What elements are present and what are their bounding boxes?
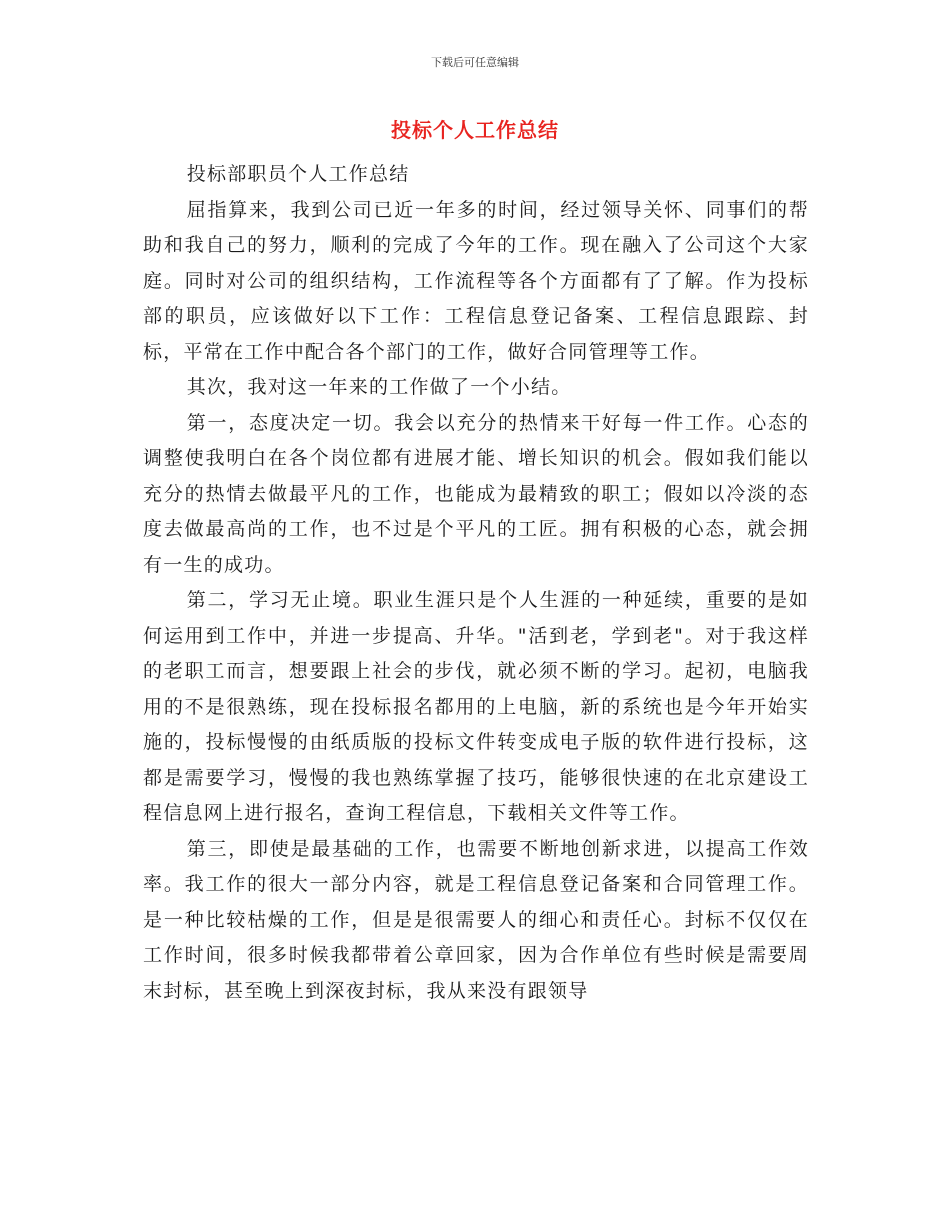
header-note: 下载后可任意编辑: [431, 56, 519, 69]
body-paragraph: 其次，我对这一年来的工作做了一个小结。: [186, 376, 572, 398]
subtitle-paragraph: 投标部职员个人工作总结: [186, 163, 410, 185]
document-body: [143, 157, 809, 1009]
body-paragraph: 第一，态度决定一切。我会以充分的热情来干好每一件工作。心态的调整使我明白在各个岗位都有进展才能、增长知识的机会。假如我们能以充分的热情去做最平凡的工作，也能成为最精致的职工；假如以冷淡的态度去做最高尚的工作，也不过是个平凡的工匠。拥有积极的心态，就会拥有一生的成功。: [143, 411, 809, 576]
document-title: 投标个人工作总结: [391, 118, 559, 142]
body-paragraph: 第二，学习无止境。职业生涯只是个人生涯的一种延续，重要的是如何运用到工作中，并进一步提高、升华。"活到老，学到老"。对于我这样的老职工而言，想要跟上社会的步伐，就必须不断的学习。起初，电脑我用的不是很熟练，现在投标报名都用的上电脑，新的系统也是今年开始实施的，投标慢慢的由纸质版的投标文件转变成电子版的软件进行投标，这都是需要学习，慢慢的我也熟练掌握了技巧，能够很快速的在北京建设工程信息网上进行报名，查询工程信息，下载相关文件等工作。: [143, 589, 809, 824]
body-paragraph: 第三，即使是最基础的工作，也需要不断地创新求进，以提高工作效率。我工作的很大一部分内容，就是工程信息登记备案和合同管理工作。是一种比较枯燥的工作，但是是很需要人的细心和责任心。封标不仅仅在工作时间，很多时候我都带着公章回家，因为合作单位有些时候是需要周末封标，甚至晚上到深夜封标，我从来没有跟领导: [143, 837, 809, 1002]
body-paragraph: 屈指算来，我到公司已近一年多的时间，经过领导关怀、同事们的帮助和我自己的努力，顺利的完成了今年的工作。现在融入了公司这个大家庭。同时对公司的组织结构，工作流程等各个方面都有了了解。作为投标部的职员，应该做好以下工作：工程信息登记备案、工程信息跟踪、封标，平常在工作中配合各个部门的工作，做好合同管理等工作。: [143, 198, 809, 363]
